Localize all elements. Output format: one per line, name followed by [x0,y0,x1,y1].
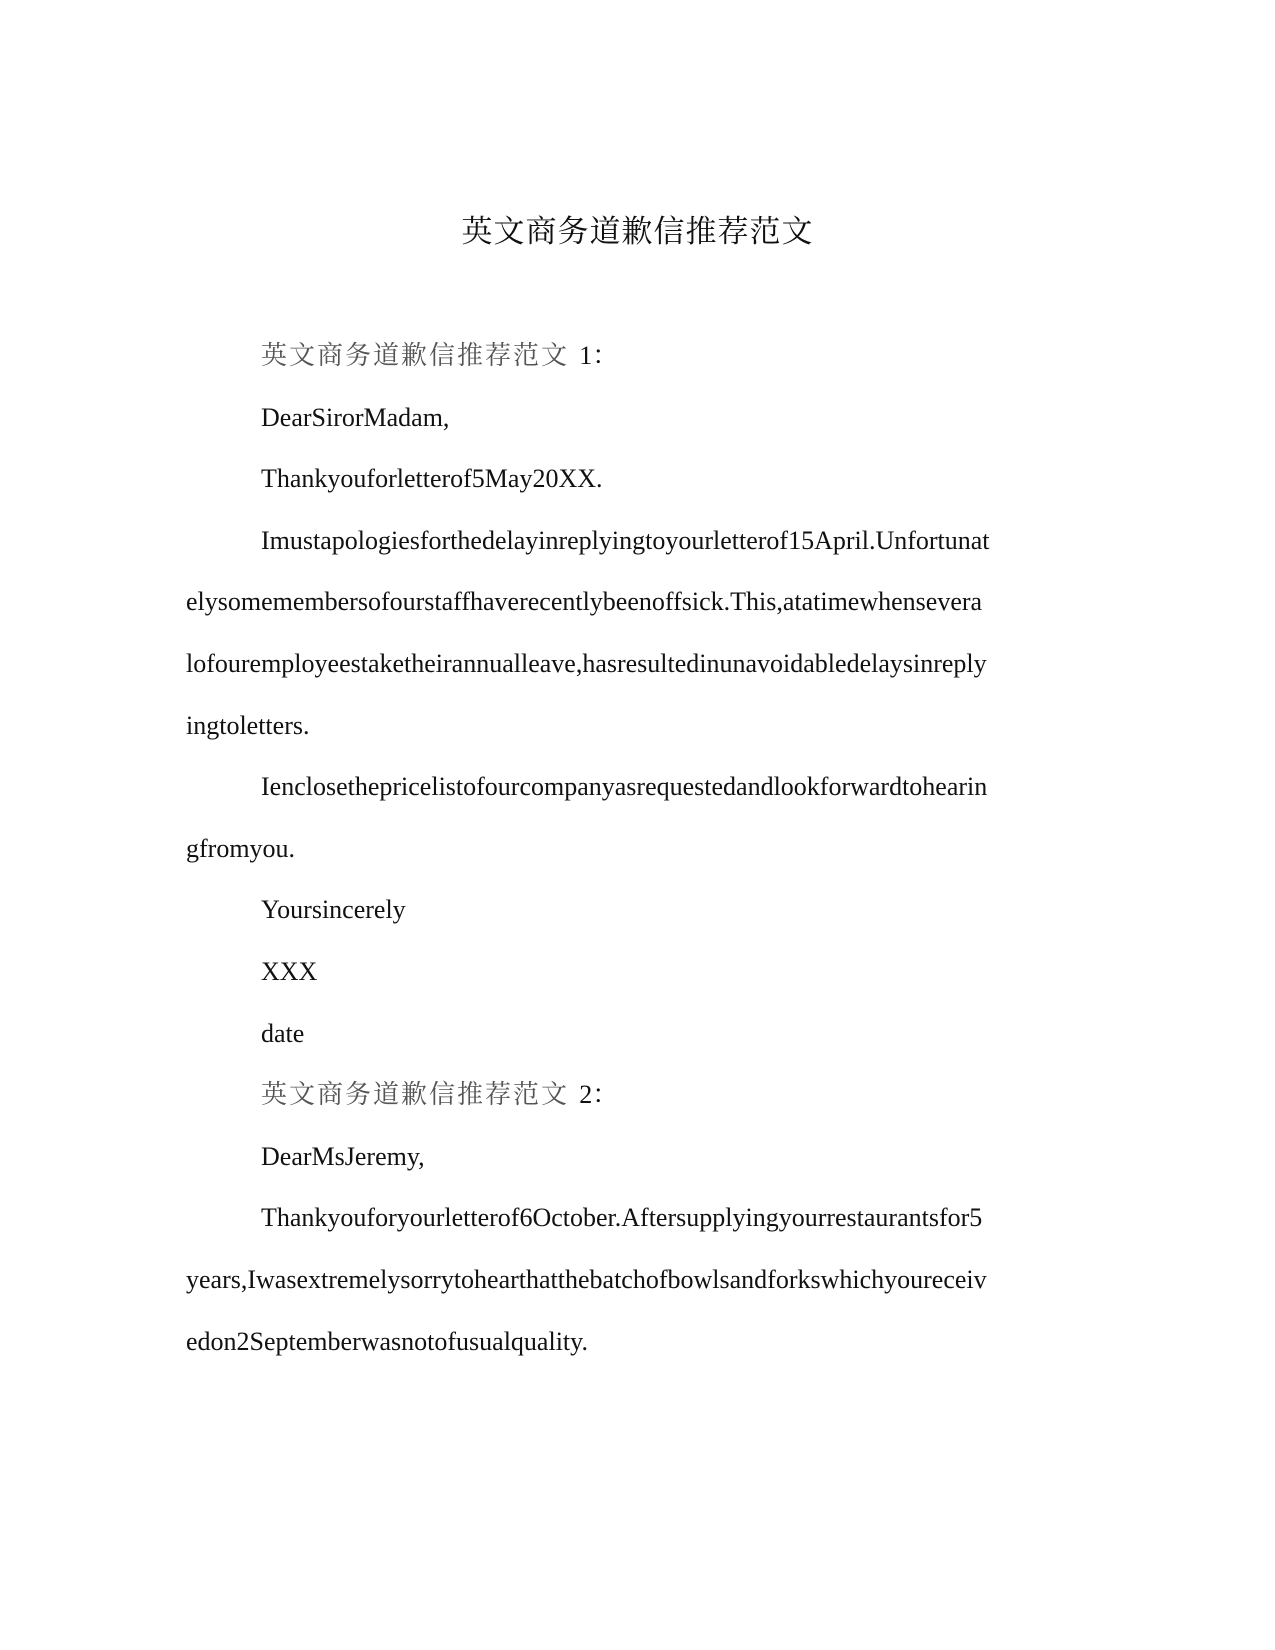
section-1-paragraph-2-line: Ienclosethepricelistofourcompanyasrequestedandlookforwardtohearin [261,772,988,802]
section-2-heading [186,1064,1086,1126]
section-1-paragraph-1-line: elysomemembersofourstaffhaverecentlybeenoffsick.This,atatimewhensevera [186,587,983,617]
section-2-paragraph-1-line: edon2Septemberwasnotofusualquality. [186,1326,588,1356]
document-body [186,325,1086,1372]
section-1-thanks-line: Thankyouforletterof5May20XX. [261,464,603,494]
section-1-paragraph-1-line: ingtoletters. [186,710,310,740]
section-1-heading-number: 1： [579,341,619,370]
section-1-salutation: DearSirorMadam, [261,402,450,432]
section-2-heading-text: 英文商务道歉信推荐范文 [261,1080,570,1111]
section-1-heading [186,325,1086,387]
section-2-salutation: DearMsJeremy, [261,1141,425,1171]
section-2-heading-number: 2： [579,1080,619,1110]
section-1-signature: XXX [261,956,318,986]
section-1-paragraph-1-line: lofouremployeestaketheirannualleave,hasresultedinunavoidabledelaysinreply [186,648,987,678]
section-1-date: date [261,1018,305,1048]
document-title: 英文商务道歉信推荐范文 [461,214,814,250]
section-1-paragraph-2-line: gfromyou. [186,833,296,863]
section-1-heading-text: 英文商务道歉信推荐范文 [261,341,570,371]
section-2-paragraph-1-line: Thankyouforyourletterof6October.Aftersupplyingyourrestaurantsfor5 [261,1203,983,1233]
section-1-paragraph-1-line: Imustapologiesforthedelayinreplyingtoyourletterof15April.Unfortunat [261,525,990,555]
section-1-closing: Yoursincerely [261,895,406,925]
section-2-paragraph-1-line: years,Iwasextremelysorrytohearthatthebatchofbowlsandforkswhichyoureceiv [186,1264,987,1294]
